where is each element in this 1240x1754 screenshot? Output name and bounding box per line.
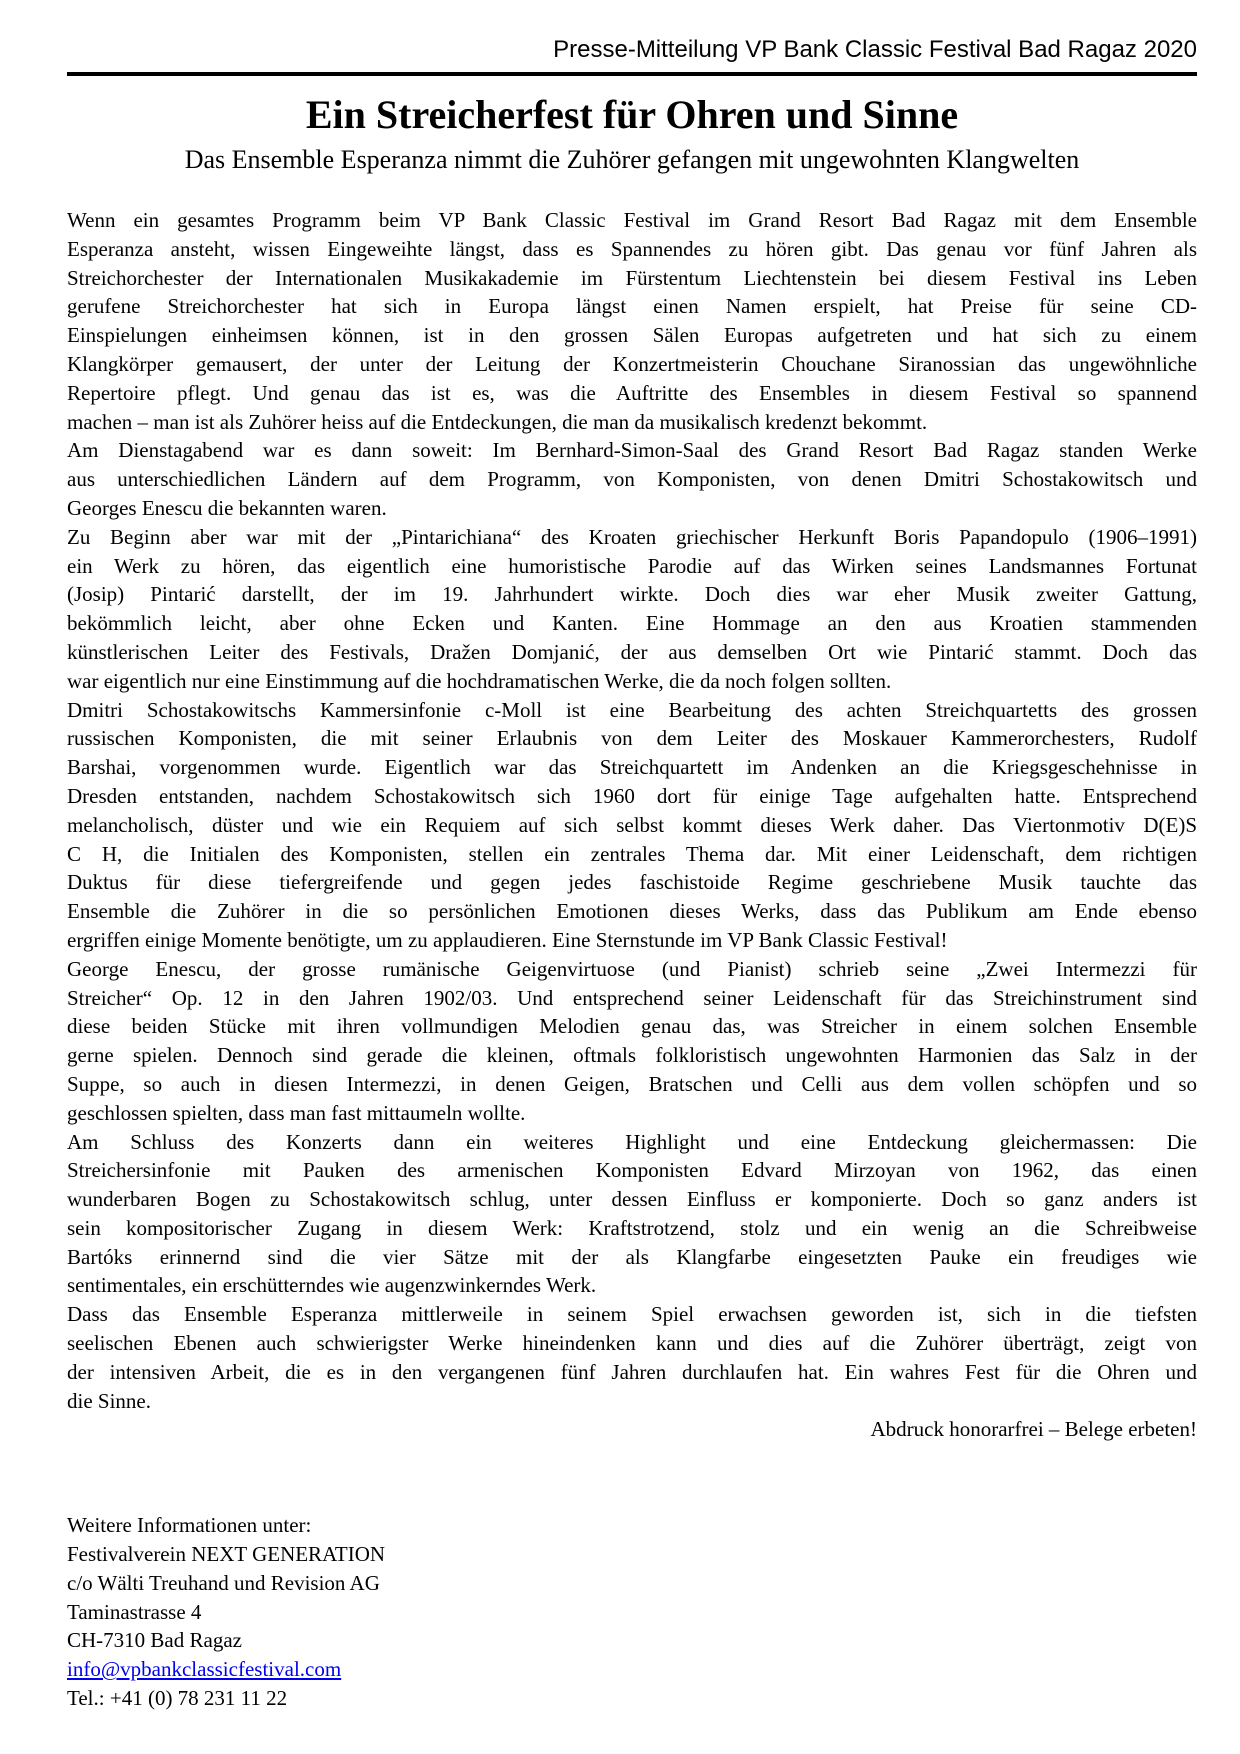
paragraph-line: Dass das Ensemble Esperanza mittlerweile in seinem Spiel erwachsen geworden ist, sich in die tiefsten <box>67 1302 1197 1327</box>
paragraph-line: (Josip) Pintarić darstellt, der im 19. Jahrhundert wirkte. Doch dies war eher Musik zweiter Gattung, <box>67 582 1197 607</box>
paragraph-line: Dresden entstanden, nachdem Schostakowitsch sich 1960 dort für einige Tage aufgehalten hatte. Entsprechend <box>67 783 1197 808</box>
closing-note: Abdruck honorarfrei – Belege erbeten! <box>870 1417 1197 1442</box>
contact-line: CH-7310 Bad Ragaz <box>67 1628 242 1653</box>
paragraph-line: Dmitri Schostakowitschs Kammersinfonie c-Moll ist eine Bearbeitung des achten Streichquartetts des grossen <box>67 697 1197 722</box>
paragraph-line: Zu Beginn aber war mit der „Pintarichiana“ des Kroaten griechischer Herkunft Boris Papandopulo (1906–1991) <box>67 524 1197 549</box>
paragraph-line: Einspielungen einheimsen können, ist in den grossen Sälen Europas aufgetreten und hat sich zu einem <box>67 323 1197 348</box>
paragraph-line: Duktus für diese tiefergreifende und gegen jedes faschistoide Regime geschriebene Musik tauchte das <box>67 870 1197 895</box>
contact-email-line <box>67 1655 1197 1684</box>
paragraph-line: der intensiven Arbeit, die es in den vergangenen fünf Jahren durchlaufen hat. Ein wahres Fest für die Ohren und <box>67 1359 1197 1384</box>
paragraph-line: Esperanza ansteht, wissen Eingeweihte längst, dass es Spannendes zu hören gibt. Das genau vor fünf Jahren als <box>67 236 1197 261</box>
paragraph-line: bekömmlich leicht, aber ohne Ecken und Kanten. Eine Hommage an den aus Kroatien stammenden <box>67 611 1197 636</box>
paragraph-line: melancholisch, düster und wie ein Requiem auf sich selbst kommt dieses Werk daher. Das Viertonmotiv D(E)S <box>67 812 1197 837</box>
page-subtitle: Das Ensemble Esperanza nimmt die Zuhörer gefangen mit ungewohnten Klangwelten <box>184 145 1080 174</box>
paragraph-line: Wenn ein gesamtes Programm beim VP Bank Classic Festival im Grand Resort Bad Ragaz mit dem Ensemble <box>67 208 1197 232</box>
paragraph-line: seelischen Ebenen auch schwierigster Werke hineindenken kann und dies auf die Zuhörer überträgt, zeigt von <box>67 1331 1197 1356</box>
paragraph-line: Repertoire pflegt. Und genau das ist es, was die Auftritte des Ensembles in diesem Festival so spannend <box>67 380 1197 405</box>
contact-line: c/o Wälti Treuhand und Revision AG <box>67 1570 380 1595</box>
paragraph-line: Ensemble die Zuhörer in die so persönlichen Emotionen dieses Werks, dass das Publikum am Ende ebenso <box>67 899 1197 924</box>
paragraph-line: George Enescu, der grosse rumänische Geigenvirtuose (und Pianist) schrieb seine „Zwei Intermezzi für <box>67 956 1197 981</box>
paragraph-line: war eigentlich nur eine Einstimmung auf die hochdramatischen Werke, die da noch folgen sollten. <box>67 668 892 693</box>
paragraph <box>67 1300 1197 1415</box>
paragraph-line: künstlerischen Leiter des Festivals, Dražen Domjanić, der aus demselben Ort wie Pintarić stammt. Doch das <box>67 639 1197 664</box>
paragraph-line: Barshai, vorgenommen wurde. Eigentlich war das Streichquartett im Andenken an die Kriegsgeschehnisse in <box>67 755 1197 780</box>
paragraph-line: sein kompositorischer Zugang in diesem Werk: Kraftstrotzend, stolz und ein wenig an die Schreibweise <box>67 1215 1197 1240</box>
paragraph <box>67 206 1197 436</box>
paragraph-line: die Sinne. <box>67 1388 151 1413</box>
paragraph <box>67 955 1197 1128</box>
paragraph-line: C H, die Initialen des Komponisten, stellen ein zentrales Thema dar. Mit einer Leidenschaft, dem richtigen <box>67 841 1197 866</box>
paragraph-line: Streichorchester der Internationalen Musikakademie im Fürstentum Liechtenstein bei diesem Festival ins Leben <box>67 265 1197 290</box>
paragraph <box>67 1128 1197 1301</box>
paragraph-line: diese beiden Stücke mit ihren vollmundigen Melodien genau das, was Streicher in einem solchen Ensemble <box>67 1014 1197 1039</box>
paragraph-line: machen – man ist als Zuhörer heiss auf die Entdeckungen, die man da musikalisch kredenzt bekommt. <box>67 409 928 434</box>
paragraph <box>67 436 1197 522</box>
contact-line: Festivalverein NEXT GENERATION <box>67 1542 386 1567</box>
page-title: Ein Streicherfest für Ohren und Sinne <box>305 92 959 137</box>
document-header: Presse-Mitteilung VP Bank Classic Festival Bad Ragaz 2020 <box>553 36 1197 63</box>
paragraph <box>67 696 1197 955</box>
paragraph-line: Streichersinfonie mit Pauken des armenischen Komponisten Edvard Mirzoyan von 1962, das einen <box>67 1158 1197 1183</box>
paragraph-line: gerufene Streichorchester hat sich in Europa längst einen Namen erspielt, hat Preise für seine CD- <box>67 294 1197 319</box>
contact-lines <box>67 1540 1197 1655</box>
paragraph-line: ein Werk zu hören, das eigentlich eine humoristische Parodie auf das Wirken seines Landsmannes Fortunat <box>67 553 1197 578</box>
paragraph-line: Bartóks erinnernd sind die vier Sätze mit der als Klangfarbe eingesetzten Pauke ein freudiges wie <box>67 1244 1197 1269</box>
contact-line: Taminastrasse 4 <box>67 1599 202 1624</box>
paragraph-line: Suppe, so auch in diesen Intermezzi, in denen Geigen, Bratschen und Celli aus dem vollen schöpfen und so <box>67 1071 1197 1096</box>
contact-intro: Weitere Informationen unter: <box>67 1513 312 1538</box>
paragraph-line: Am Dienstagabend war es dann soweit: Im Bernhard-Simon-Saal des Grand Resort Bad Ragaz standen Werke <box>67 438 1197 463</box>
header-rule <box>67 72 1197 76</box>
contact-phone: Tel.: +41 (0) 78 231 11 22 <box>67 1686 288 1711</box>
contact-email-link[interactable]: info@vpbankclassicfestival.com <box>67 1657 342 1682</box>
paragraph-line: russischen Komponisten, die mit seiner Erlaubnis von dem Leiter des Moskauer Kammerorchesters, Rudolf <box>67 726 1197 751</box>
paragraph-line: gerne spielen. Dennoch sind gerade die kleinen, oftmals folkloristisch ungewohnten Harmonien das Salz in der <box>67 1043 1197 1068</box>
paragraph-line: sentimentales, ein erschütterndes wie augenzwinkerndes Werk. <box>67 1273 597 1298</box>
paragraph <box>67 523 1197 696</box>
paragraph-line: geschlossen spielten, dass man fast mittaumeln wollte. <box>67 1100 526 1125</box>
paragraph-line: aus unterschiedlichen Ländern auf dem Programm, von Komponisten, von denen Dmitri Schostakowitsch und <box>67 467 1197 492</box>
paragraph-line: Georges Enescu die bekannten waren. <box>67 495 387 520</box>
body-paragraphs <box>67 206 1197 1415</box>
paragraph-line: Streicher“ Op. 12 in den Jahren 1902/03. Und entsprechend seiner Leidenschaft für das Streichinstrument sind <box>67 985 1197 1010</box>
paragraph-line: ergriffen einige Momente benötigte, um zu applaudieren. Eine Sternstunde im VP Bank Classic Festival! <box>67 927 948 952</box>
contact-block <box>67 1511 1197 1713</box>
paragraph-line: Am Schluss des Konzerts dann ein weiteres Highlight und eine Entdeckung gleichermassen: Die <box>67 1129 1197 1154</box>
paragraph-line: wunderbaren Bogen zu Schostakowitsch schlug, unter dessen Einfluss er komponierte. Doch so ganz anders ist <box>67 1187 1197 1212</box>
paragraph-line: Klangkörper gemausert, der unter der Leitung der Konzertmeisterin Chouchane Siranossian das ungewöhnliche <box>67 351 1197 376</box>
